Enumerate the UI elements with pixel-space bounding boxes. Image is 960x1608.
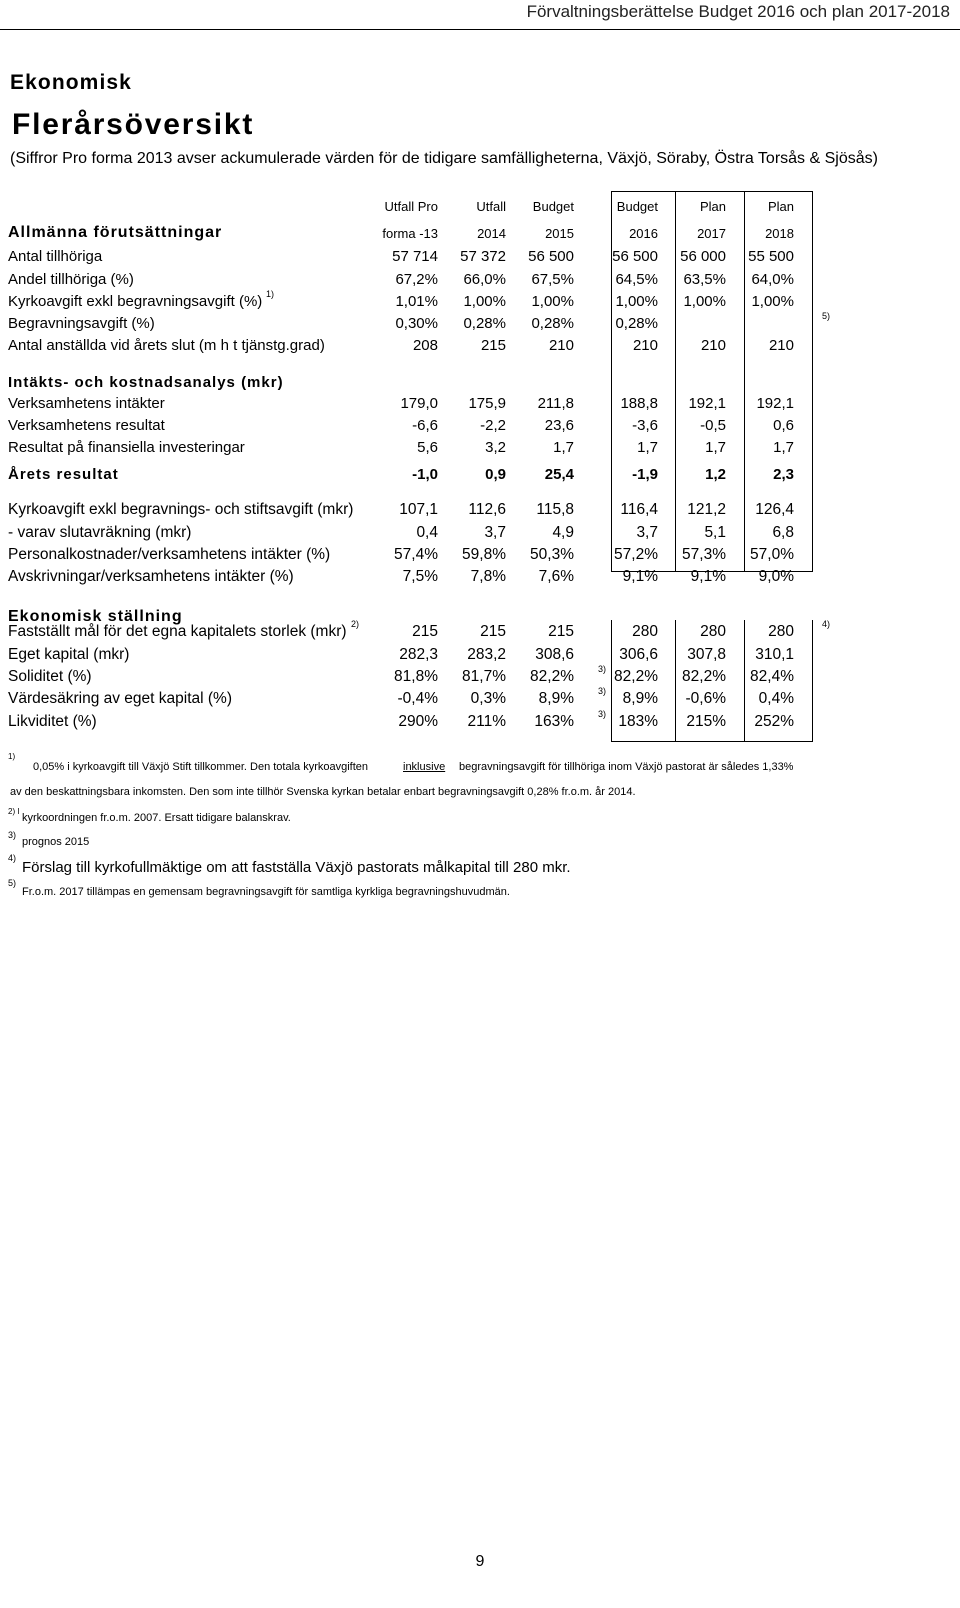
table-cell: 1,7 xyxy=(705,439,726,456)
table-cell: 308,6 xyxy=(535,646,574,663)
table-cell: 290% xyxy=(398,713,438,730)
table-cell: -3,6 xyxy=(632,417,658,434)
table-cell: 63,5% xyxy=(683,271,726,288)
row-label: Verksamhetens intäkter xyxy=(8,395,165,412)
table-cell: 0,28% xyxy=(531,315,574,332)
row-label: Soliditet (%) xyxy=(8,668,92,685)
row-note-marker: 1) xyxy=(266,289,275,299)
page-subtitle: (Siffror Pro forma 2013 avser ackumulerade värden för de tidigare samfälligheterna, Växjö, Söraby, Östra Torsås & Sjösås) xyxy=(10,150,878,167)
table-cell: 175,9 xyxy=(468,395,506,412)
table-cell: 107,1 xyxy=(399,501,438,518)
table-cell: 67,2% xyxy=(395,271,438,288)
table-cell: 57 714 xyxy=(392,248,438,265)
table-cell: 5,6 xyxy=(417,439,438,456)
row-label: Avskrivningar/verksamhetens intäkter (%) xyxy=(8,568,294,585)
footnote-marker: 1) xyxy=(8,752,16,761)
table-cell: 81,8% xyxy=(394,668,438,685)
table-cell: 0,9 xyxy=(485,466,506,483)
table-cell: -2,2 xyxy=(480,417,506,434)
budget-block-right-border xyxy=(812,620,813,742)
table-cell: -0,5 xyxy=(700,417,726,434)
row-label: - varav slutavräkning (mkr) xyxy=(8,524,192,541)
col-header: Plan xyxy=(767,199,794,214)
table-cell: 57 372 xyxy=(460,248,506,265)
table-cell: 116,4 xyxy=(620,501,658,518)
table-cell: 188,8 xyxy=(620,395,658,412)
footnote-5-text: Fr.o.m. 2017 tillämpas en gemensam begravningsavgift för samtliga kyrkliga begravningshuvudmän. xyxy=(22,886,510,898)
budget-block-top-border xyxy=(611,191,813,192)
col-header: 2016 xyxy=(629,226,658,241)
table-cell: 192,1 xyxy=(688,395,726,412)
table-cell: 121,2 xyxy=(687,501,726,518)
section-kicker: Ekonomisk xyxy=(10,71,132,94)
table-cell: 2,3 xyxy=(773,466,794,483)
row-mid-note: 3) xyxy=(598,686,607,696)
col-header: 2014 xyxy=(477,226,506,241)
table-cell: 57,4% xyxy=(394,546,438,563)
table-cell: 163% xyxy=(534,713,574,730)
row-label: Personalkostnader/verksamhetens intäkter (%) xyxy=(8,546,331,563)
table-cell: 66,0% xyxy=(463,271,506,288)
table-cell: 0,4 xyxy=(416,524,438,541)
footnote-2-text: kyrkoordningen fr.o.m. 2007. Ersatt tidigare balanskrav. xyxy=(22,812,291,824)
column-divider xyxy=(675,191,676,571)
table-cell: 1,01% xyxy=(395,293,438,310)
table-cell: 7,8% xyxy=(470,568,506,585)
table-cell: 56 500 xyxy=(612,248,658,265)
table-cell: 280 xyxy=(768,623,794,640)
footnote-marker: 3) xyxy=(8,830,17,840)
table-cell: 1,2 xyxy=(705,466,726,483)
table-cell: 23,6 xyxy=(544,417,574,434)
footnote-1-underlined: inklusive xyxy=(403,761,446,773)
table-cell: 82,2% xyxy=(530,668,574,685)
col-header: forma -13 xyxy=(382,226,438,241)
footnote-1-text: av den beskattningsbara inkomsten. Den som inte tillhör Svenska kyrkan betalar enbart begravningsavgift 0,28% fr.o.m. år 2014. xyxy=(10,786,636,798)
row-label: Antal tillhöriga xyxy=(8,248,103,265)
table-cell: 64,5% xyxy=(615,271,658,288)
footnote-1-text: begravningsavgift för tillhöriga inom Växjö pastorat är således 1,33% xyxy=(459,761,794,773)
row-label: Begravningsavgift (%) xyxy=(8,315,155,332)
table-cell: 192,1 xyxy=(756,395,794,412)
table-cell: 215% xyxy=(686,713,726,730)
table-cell: 57,3% xyxy=(682,546,726,563)
column-divider xyxy=(744,620,745,742)
row-label: Kyrkoavgift exkl begravningsavgift (%) xyxy=(8,293,263,310)
table-cell: 56 000 xyxy=(680,248,726,265)
table-cell: 115,8 xyxy=(536,501,574,518)
footnote-3-text: prognos 2015 xyxy=(22,836,90,848)
table-cell: 1,00% xyxy=(683,293,726,310)
table-cell: 283,2 xyxy=(467,646,506,663)
table-cell: 310,1 xyxy=(755,646,794,663)
col-header: Utfall xyxy=(476,199,506,214)
header-rule xyxy=(0,29,960,30)
footnote-marker: 5) xyxy=(8,878,17,888)
table-cell: 25,4 xyxy=(544,466,574,483)
col-header: 2018 xyxy=(765,226,794,241)
table-cell: 6,8 xyxy=(772,524,794,541)
table-cell: 307,8 xyxy=(687,646,726,663)
table-cell: 57,2% xyxy=(614,546,658,563)
table-cell: 59,8% xyxy=(462,546,506,563)
table-cell: 9,0% xyxy=(758,568,794,585)
table-cell: 215 xyxy=(480,337,506,354)
table-cell: 306,6 xyxy=(619,646,658,663)
page-title: Flerårsöversikt xyxy=(12,108,255,141)
table-cell: 3,7 xyxy=(636,524,658,541)
footnote-1-text: 0,05% i kyrkoavgift till Växjö Stift tillkommer. Den totala kyrkoavgiften xyxy=(33,761,369,773)
table-cell: 280 xyxy=(700,623,726,640)
table-cell: 82,2% xyxy=(682,668,726,685)
row-label: Värdesäkring av eget kapital (%) xyxy=(8,690,233,707)
table-cell: 1,00% xyxy=(615,293,658,310)
table-cell: 82,4% xyxy=(750,668,794,685)
table-cell: 252% xyxy=(754,713,794,730)
table-cell: 1,7 xyxy=(553,439,574,456)
row-label: Kyrkoavgift exkl begravnings- och stiftsavgift (mkr) xyxy=(8,501,354,518)
col-header: 2017 xyxy=(697,226,726,241)
col-header: Utfall Pro xyxy=(384,199,438,214)
table-cell: 210 xyxy=(632,337,658,354)
footnote-marker: 2) I xyxy=(8,807,20,816)
table-cell: 215 xyxy=(412,623,438,640)
col-header: 2015 xyxy=(545,226,574,241)
row-side-note: 5) xyxy=(822,311,831,321)
row-label: Fastställt mål för det egna kapitalets storlek (mkr) xyxy=(8,623,347,640)
row-label: Likviditet (%) xyxy=(8,713,97,730)
table-cell: 0,6 xyxy=(773,417,794,434)
row-note-marker: 2) xyxy=(351,619,360,629)
table-cell: 1,00% xyxy=(531,293,574,310)
table-cell: 82,2% xyxy=(614,668,658,685)
table-cell: -0,4% xyxy=(397,690,438,707)
budget-block-right-border xyxy=(812,191,813,571)
table-cell: 282,3 xyxy=(399,646,438,663)
table-cell: 0,4% xyxy=(758,690,794,707)
table-cell: 210 xyxy=(548,337,574,354)
table-cell: 126,4 xyxy=(755,501,794,518)
table-cell: 7,6% xyxy=(538,568,574,585)
table-cell: 7,5% xyxy=(402,568,438,585)
table-cell: 0,30% xyxy=(395,315,438,332)
section-heading: Allmänna förutsättningar xyxy=(8,224,223,241)
table-cell: 3,7 xyxy=(484,524,506,541)
table-cell: 56 500 xyxy=(528,248,574,265)
row-side-note: 4) xyxy=(822,619,831,629)
row-mid-note: 3) xyxy=(598,664,607,674)
table-cell: 9,1% xyxy=(622,568,658,585)
row-label: Verksamhetens resultat xyxy=(8,417,165,434)
table-cell: 81,7% xyxy=(462,668,506,685)
table-cell: 5,1 xyxy=(704,524,726,541)
table-cell: 55 500 xyxy=(748,248,794,265)
table-cell: -6,6 xyxy=(412,417,438,434)
budget-block-bottom-border xyxy=(611,741,813,742)
row-label: Andel tillhöriga (%) xyxy=(8,271,134,288)
table-cell: 208 xyxy=(412,337,438,354)
col-header: Budget xyxy=(532,199,574,214)
row-label: Eget kapital (mkr) xyxy=(8,646,130,663)
table-cell: 64,0% xyxy=(751,271,794,288)
table-cell: 210 xyxy=(700,337,726,354)
table-cell: 8,9% xyxy=(538,690,574,707)
table-cell: 0,28% xyxy=(615,315,658,332)
table-cell: -1,0 xyxy=(412,466,438,483)
table-cell: 1,7 xyxy=(637,439,658,456)
footnote-4-text: Förslag till kyrkofullmäktige om att fastställa Växjö pastorats målkapital till 280 mkr. xyxy=(22,859,571,876)
table-cell: 67,5% xyxy=(531,271,574,288)
section-heading: Intäkts- och kostnadsanalys (mkr) xyxy=(8,374,284,391)
table-cell: 4,9 xyxy=(552,524,574,541)
table-cell: 1,00% xyxy=(463,293,506,310)
table-cell: -1,9 xyxy=(632,466,658,483)
row-label: Resultat på finansiella investeringar xyxy=(8,439,245,456)
document-header: Förvaltningsberättelse Budget 2016 och plan 2017-2018 xyxy=(526,2,950,21)
table-cell: 8,9% xyxy=(622,690,658,707)
table-cell: 0,28% xyxy=(463,315,506,332)
table-cell: 179,0 xyxy=(400,395,438,412)
table-cell: 57,0% xyxy=(750,546,794,563)
section-heading: Ekonomisk ställning xyxy=(8,608,183,625)
table-cell: 9,1% xyxy=(690,568,726,585)
row-label: Årets resultat xyxy=(8,466,119,483)
row-label: Antal anställda vid årets slut (m h t tjänstg.grad) xyxy=(8,337,325,354)
col-header: Plan xyxy=(699,199,726,214)
table-cell: 112,6 xyxy=(468,501,506,518)
table-cell: 183% xyxy=(618,713,658,730)
table-cell: 1,00% xyxy=(751,293,794,310)
footnote-marker: 4) xyxy=(8,853,17,863)
table-cell: 211,8 xyxy=(537,395,574,412)
col-header: Budget xyxy=(616,199,658,214)
table-cell: 211% xyxy=(467,713,506,730)
table-cell: 0,3% xyxy=(470,690,506,707)
table-cell: 210 xyxy=(768,337,794,354)
row-mid-note: 3) xyxy=(598,709,607,719)
table-cell: 1,7 xyxy=(773,439,794,456)
table-cell: -0,6% xyxy=(685,690,726,707)
column-divider xyxy=(675,620,676,742)
table-cell: 215 xyxy=(548,623,574,640)
table-cell: 215 xyxy=(480,623,506,640)
table-cell: 280 xyxy=(632,623,658,640)
table-cell: 3,2 xyxy=(485,439,506,456)
table-cell: 50,3% xyxy=(530,546,574,563)
column-divider xyxy=(744,191,745,571)
page-number: 9 xyxy=(475,1553,485,1570)
budget-block-left-border xyxy=(611,620,612,742)
